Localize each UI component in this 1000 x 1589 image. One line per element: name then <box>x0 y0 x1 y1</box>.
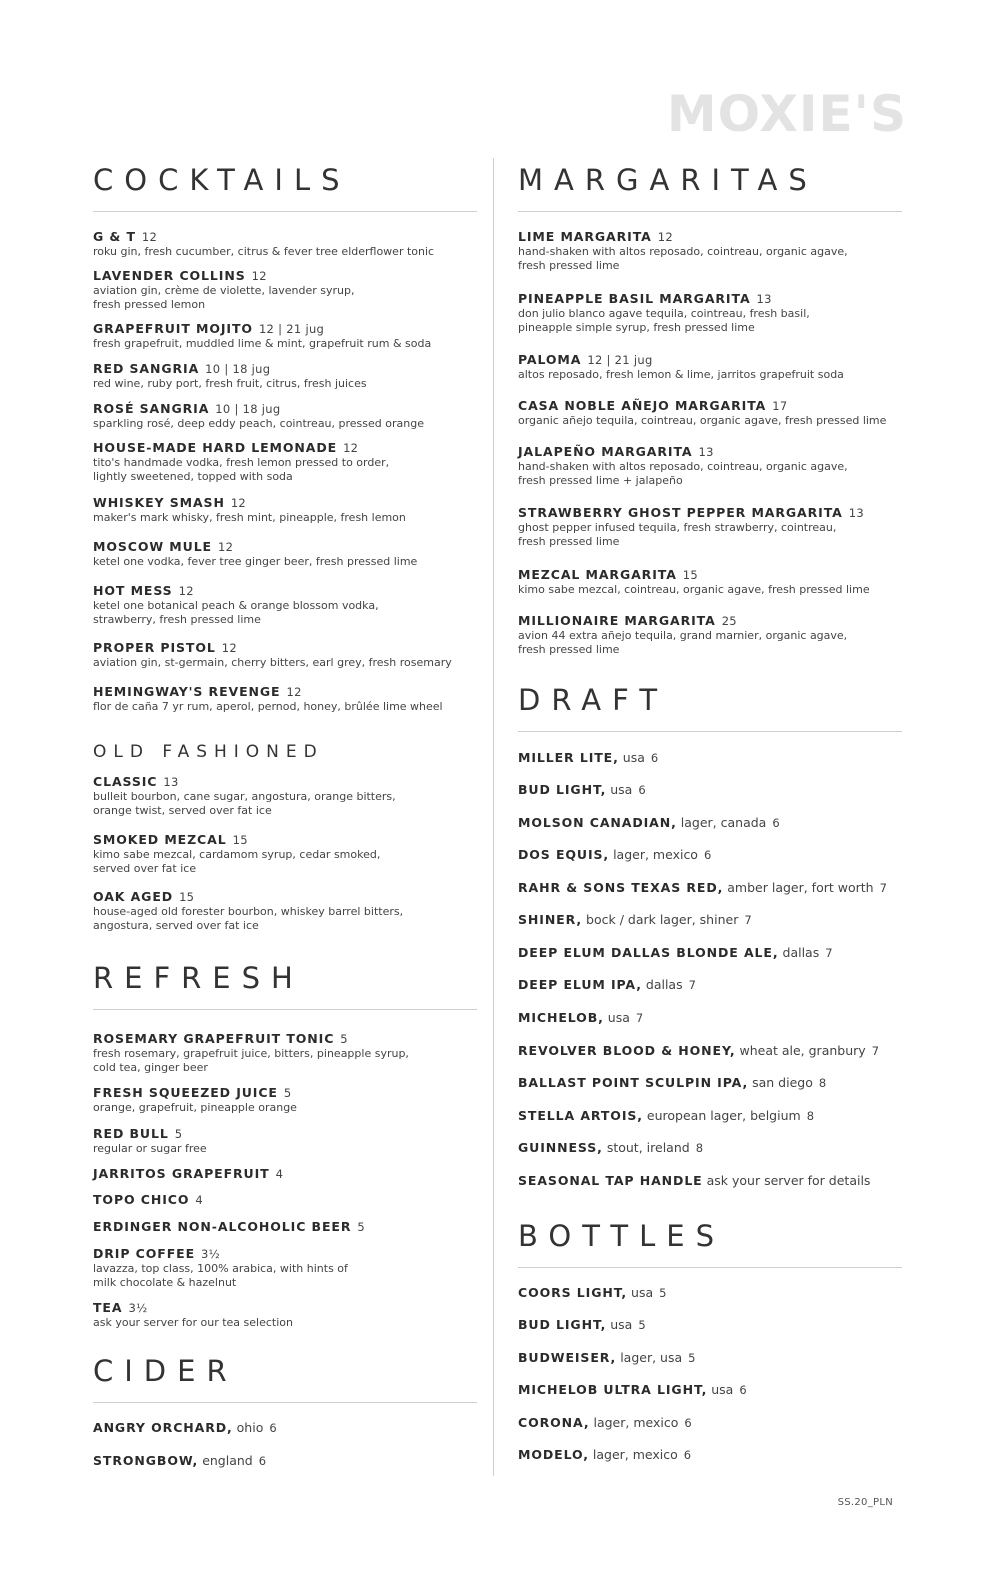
item-description: ask your server for our tea selection <box>93 1316 293 1329</box>
beer-detail: stout, ireland <box>606 1140 690 1155</box>
item-heading <box>518 291 908 307</box>
item-price: 13 <box>163 775 179 789</box>
beer-detail: lager, mexico <box>592 1447 678 1462</box>
section-rule <box>93 1009 477 1010</box>
section-title-cocktails: COCKTAILS <box>93 163 351 197</box>
beer-name: DEEP ELUM IPA, <box>518 977 642 992</box>
item-price: 13 <box>756 292 772 306</box>
beer-detail: wheat ale, granbury <box>739 1043 866 1058</box>
beer-item <box>518 1447 691 1463</box>
beer-detail: lager, usa <box>620 1350 683 1365</box>
item-price: 25 <box>721 614 737 628</box>
section-title-margaritas: MARGARITAS <box>518 163 818 197</box>
beer-item <box>518 1415 692 1431</box>
item-heading <box>93 268 483 284</box>
beer-item <box>518 945 833 961</box>
beer-price: 7 <box>635 1011 644 1025</box>
item-price: 4 <box>275 1167 284 1181</box>
item-heading <box>93 832 483 848</box>
item-price: 15 <box>179 890 195 904</box>
beer-name: STELLA ARTOIS, <box>518 1108 643 1123</box>
item-heading <box>93 539 483 555</box>
menu-item <box>518 505 908 549</box>
beer-item <box>518 1010 643 1026</box>
item-name: LIME MARGARITA <box>518 229 652 244</box>
section-rule <box>93 1402 477 1403</box>
item-name: HOUSE-MADE HARD LEMONADE <box>93 440 338 455</box>
beer-detail: lager, mexico <box>613 847 698 862</box>
item-heading <box>93 1166 483 1182</box>
menu-item <box>518 567 908 597</box>
beer-price: 7 <box>688 978 696 992</box>
item-price: 15 <box>232 833 248 847</box>
item-heading <box>93 1085 483 1101</box>
item-description: ketel one vodka, fever tree ginger beer, fresh pressed lime <box>93 555 418 568</box>
draft-section <box>518 683 902 732</box>
item-name: WHISKEY SMASH <box>93 495 225 510</box>
menu-item <box>518 444 908 488</box>
beer-price: 7 <box>879 881 887 895</box>
menu-item <box>93 1246 483 1290</box>
beer-detail: european lager, belgium <box>646 1108 801 1123</box>
column-divider <box>493 158 494 1476</box>
beer-item <box>518 880 887 896</box>
menu-item <box>93 640 483 670</box>
item-name: DRIP COFFEE <box>93 1246 196 1261</box>
beer-item <box>518 750 658 766</box>
beer-detail: usa <box>622 750 645 765</box>
beer-price: 5 <box>638 1318 646 1332</box>
item-price: 10 | 18 jug <box>205 362 271 376</box>
item-price: 12 | 21 jug <box>587 353 653 367</box>
beer-item <box>93 1420 277 1436</box>
beer-name: MICHELOB, <box>518 1010 604 1025</box>
item-price: 12 <box>218 540 234 554</box>
item-heading <box>93 583 483 599</box>
item-price: 12 <box>343 441 359 455</box>
item-description: hand-shaken with altos reposado, cointreau, organic agave, fresh pressed lime + jalapeño <box>518 460 848 487</box>
beer-detail: dallas <box>645 977 683 992</box>
item-description: altos reposado, fresh lemon & lime, jarritos grapefruit soda <box>518 368 844 381</box>
beer-item <box>93 1453 266 1469</box>
beer-item <box>518 977 696 993</box>
beer-item <box>518 815 780 831</box>
cider-section <box>93 1354 477 1403</box>
item-name: MILLIONAIRE MARGARITA <box>518 613 716 628</box>
menu-item <box>93 1031 483 1075</box>
margaritas-section <box>518 163 902 212</box>
item-description: maker's mark whisky, fresh mint, pineapple, fresh lemon <box>93 511 406 524</box>
item-name: JALAPEÑO MARGARITA <box>518 444 693 459</box>
beer-name: DOS EQUIS, <box>518 847 610 862</box>
item-description: avion 44 extra añejo tequila, grand marnier, organic agave, fresh pressed lime <box>518 629 848 656</box>
item-price: 5 <box>357 1220 365 1234</box>
item-description: aviation gin, crème de violette, lavender syrup, fresh pressed lemon <box>93 284 355 311</box>
beer-detail: england <box>202 1453 253 1468</box>
item-heading <box>93 361 483 377</box>
item-heading <box>93 1219 483 1235</box>
item-description: red wine, ruby port, fresh fruit, citrus, fresh juices <box>93 377 367 390</box>
item-heading <box>518 229 908 245</box>
item-price: 5 <box>340 1032 348 1046</box>
item-name: PINEAPPLE BASIL MARGARITA <box>518 291 751 306</box>
beer-item <box>518 782 646 798</box>
brand-logo: MOXIE'S <box>666 85 907 143</box>
beer-name: REVOLVER BLOOD & HONEY, <box>518 1043 736 1058</box>
item-name: RED BULL <box>93 1126 169 1141</box>
beer-name: GUINNESS, <box>518 1140 603 1155</box>
item-price: 4 <box>195 1193 204 1207</box>
item-heading <box>93 1031 483 1047</box>
beer-price: 5 <box>688 1351 696 1365</box>
beer-price: 6 <box>703 848 712 862</box>
item-name: HOT MESS <box>93 583 173 598</box>
item-heading <box>93 1192 483 1208</box>
item-price: 12 <box>251 269 267 283</box>
item-description: kimo sabe mezcal, cardamom syrup, cedar smoked, served over fat ice <box>93 848 381 875</box>
beer-price: 7 <box>871 1044 880 1058</box>
item-price: 12 <box>141 230 158 244</box>
item-heading <box>93 401 483 417</box>
beer-name: BUD LIGHT, <box>518 782 607 797</box>
item-name: SMOKED MEZCAL <box>93 832 227 847</box>
item-description: kimo sabe mezcal, cointreau, organic agave, fresh pressed lime <box>518 583 870 596</box>
beer-price: 6 <box>258 1454 267 1468</box>
item-description: bulleit bourbon, cane sugar, angostura, orange bitters, orange twist, served over fat ice <box>93 790 396 817</box>
section-title-old-fashioned: OLD FASHIONED <box>93 742 324 762</box>
item-heading <box>518 613 908 629</box>
item-name: ERDINGER NON-ALCOHOLIC BEER <box>93 1219 352 1234</box>
item-price: 3½ <box>201 1247 221 1261</box>
item-description: fresh rosemary, grapefruit juice, bitters, pineapple syrup, cold tea, ginger beer <box>93 1047 409 1074</box>
item-name: STRAWBERRY GHOST PEPPER MARGARITA <box>518 505 843 520</box>
item-name: MOSCOW MULE <box>93 539 213 554</box>
item-name: G & T <box>93 229 136 244</box>
beer-detail: dallas <box>782 945 820 960</box>
beer-detail: usa <box>607 1010 630 1025</box>
item-name: FRESH SQUEEZED JUICE <box>93 1085 278 1100</box>
beer-name: MICHELOB ULTRA LIGHT, <box>518 1382 708 1397</box>
menu-item <box>93 583 483 627</box>
item-description: sparkling rosé, deep eddy peach, cointreau, pressed orange <box>93 417 424 430</box>
item-description: fresh grapefruit, muddled lime & mint, grapefruit rum & soda <box>93 337 432 350</box>
item-heading <box>518 352 908 368</box>
item-name: MEZCAL MARGARITA <box>518 567 677 582</box>
item-price: 12 <box>286 685 302 699</box>
item-price: 5 <box>174 1127 183 1141</box>
beer-item <box>518 1317 646 1333</box>
menu-item <box>93 1085 483 1115</box>
item-heading <box>518 567 908 583</box>
section-rule <box>518 731 902 732</box>
menu-item <box>93 440 483 484</box>
item-description: orange, grapefruit, pineapple orange <box>93 1101 297 1114</box>
item-name: OAK AGED <box>93 889 174 904</box>
beer-name: DEEP ELUM DALLAS BLONDE ALE, <box>518 945 779 960</box>
menu-item <box>93 832 483 876</box>
menu-item <box>93 889 483 933</box>
beer-price: 8 <box>818 1076 827 1090</box>
beer-item <box>518 1350 695 1366</box>
item-price: 12 <box>230 496 247 510</box>
beer-name: MILLER LITE, <box>518 750 619 765</box>
beer-item <box>518 1285 666 1301</box>
item-heading <box>93 774 483 790</box>
item-price: 12 <box>221 641 237 655</box>
item-description: ketel one botanical peach & orange blossom vodka, strawberry, fresh pressed lime <box>93 599 379 626</box>
beer-price: 6 <box>739 1383 747 1397</box>
beer-name: MODELO, <box>518 1447 589 1462</box>
beer-price: 6 <box>684 1416 692 1430</box>
cocktails-section <box>93 163 477 212</box>
section-rule <box>518 1267 902 1268</box>
beer-price: 6 <box>683 1448 692 1462</box>
item-heading <box>93 495 483 511</box>
item-heading <box>93 1246 483 1262</box>
item-description: tito's handmade vodka, fresh lemon pressed to order, lightly sweetened, topped with soda <box>93 456 390 483</box>
beer-name: BALLAST POINT SCULPIN IPA, <box>518 1075 749 1090</box>
item-description: lavazza, top class, 100% arabica, with hints of milk chocolate & hazelnut <box>93 1262 348 1289</box>
menu-item <box>93 268 483 312</box>
item-name: CLASSIC <box>93 774 158 789</box>
item-name: GRAPEFRUIT MOJITO <box>93 321 253 336</box>
item-heading <box>93 684 483 700</box>
refresh-section <box>93 961 477 1010</box>
item-heading <box>518 444 908 460</box>
menu-item <box>93 401 483 431</box>
beer-detail: bock / dark lager, shiner <box>586 912 739 927</box>
beer-name: RAHR & SONS TEXAS RED, <box>518 880 724 895</box>
beer-price: 7 <box>825 946 833 960</box>
beer-item <box>518 1043 879 1059</box>
item-heading <box>93 640 483 656</box>
beer-item <box>518 1108 814 1124</box>
item-name: TOPO CHICO <box>93 1192 190 1207</box>
section-title-bottles: BOTTLES <box>518 1219 726 1253</box>
beer-detail: usa <box>610 1317 633 1332</box>
item-name: ROSEMARY GRAPEFRUIT TONIC <box>93 1031 335 1046</box>
beer-name: SHINER, <box>518 912 583 927</box>
beer-item <box>518 1140 703 1156</box>
beer-detail: amber lager, fort worth <box>727 880 874 895</box>
beer-detail: ohio <box>236 1420 264 1435</box>
beer-price: 6 <box>638 783 646 797</box>
item-name: PALOMA <box>518 352 582 367</box>
footer-code: SS.20_PLN <box>837 1497 893 1508</box>
menu-item <box>93 774 483 818</box>
beer-item <box>518 912 752 928</box>
item-description: house-aged old forester bourbon, whiskey barrel bitters, angostura, served over fat ice <box>93 905 404 932</box>
beer-name: BUD LIGHT, <box>518 1317 607 1332</box>
item-price: 13 <box>698 445 714 459</box>
beer-item <box>518 847 711 863</box>
section-title-refresh: REFRESH <box>93 961 304 995</box>
item-name: PROPER PISTOL <box>93 640 216 655</box>
item-description: ghost pepper infused tequila, fresh strawberry, cointreau, fresh pressed lime <box>518 521 837 548</box>
item-heading <box>518 505 908 521</box>
section-title-cider: CIDER <box>93 1354 238 1388</box>
item-price: 5 <box>283 1086 292 1100</box>
menu-item <box>93 1300 483 1330</box>
menu-item <box>93 361 483 391</box>
beer-name: SEASONAL TAP HANDLE <box>518 1173 703 1188</box>
item-heading <box>518 398 908 414</box>
beer-price: 5 <box>659 1286 667 1300</box>
item-price: 17 <box>772 399 788 413</box>
item-heading <box>93 321 483 337</box>
item-heading <box>93 889 483 905</box>
item-name: CASA NOBLE AÑEJO MARGARITA <box>518 398 767 413</box>
item-name: RED SANGRIA <box>93 361 200 376</box>
item-description: flor de caña 7 yr rum, aperol, pernod, honey, brûlée lime wheel <box>93 700 443 713</box>
old-fashioned-section <box>93 741 477 763</box>
item-price: 15 <box>682 568 699 582</box>
item-name: JARRITOS GRAPEFRUIT <box>93 1166 270 1181</box>
item-name: TEA <box>93 1300 123 1315</box>
item-price: 12 | 21 jug <box>258 322 325 336</box>
item-description: roku gin, fresh cucumber, citrus & fever tree elderflower tonic <box>93 245 435 258</box>
beer-price: 6 <box>772 816 780 830</box>
item-name: LAVENDER COLLINS <box>93 268 246 283</box>
beer-detail: usa <box>610 782 633 797</box>
item-heading <box>93 1300 483 1316</box>
menu-item <box>93 539 483 569</box>
beer-name: BUDWEISER, <box>518 1350 617 1365</box>
menu-item <box>93 1192 483 1208</box>
beer-price: 8 <box>806 1109 815 1123</box>
beer-price: 7 <box>744 913 752 927</box>
section-rule <box>93 211 477 212</box>
section-rule <box>518 211 902 212</box>
menu-item <box>518 398 908 428</box>
menu-item <box>518 291 908 335</box>
menu-item <box>93 229 483 259</box>
beer-item <box>518 1382 747 1398</box>
item-price: 13 <box>848 506 864 520</box>
beer-name: STRONGBOW, <box>93 1453 199 1468</box>
beer-detail: usa <box>631 1285 654 1300</box>
beer-price: 6 <box>269 1421 277 1435</box>
beer-name: CORONA, <box>518 1415 590 1430</box>
item-price: 10 | 18 jug <box>215 402 281 416</box>
menu-item <box>93 495 483 525</box>
beer-name: ANGRY ORCHARD, <box>93 1420 233 1435</box>
beer-detail: ask your server for details <box>706 1173 871 1188</box>
beer-item <box>518 1173 870 1189</box>
item-description: don julio blanco agave tequila, cointreau, fresh basil, pineapple simple syrup, fresh pressed lime <box>518 307 810 334</box>
menu-item <box>93 1126 483 1156</box>
item-name: HEMINGWAY'S REVENGE <box>93 684 281 699</box>
item-price: 12 <box>178 584 194 598</box>
beer-detail: usa <box>711 1382 734 1397</box>
beer-price: 6 <box>650 751 659 765</box>
item-heading <box>93 229 483 245</box>
item-name: ROSÉ SANGRIA <box>93 401 210 416</box>
beer-name: COORS LIGHT, <box>518 1285 628 1300</box>
beer-name: MOLSON CANADIAN, <box>518 815 677 830</box>
item-description: organic añejo tequila, cointreau, organic agave, fresh pressed lime <box>518 414 887 427</box>
item-description: hand-shaken with altos reposado, cointreau, organic agave, fresh pressed lime <box>518 245 848 272</box>
item-description: regular or sugar free <box>93 1142 207 1155</box>
beer-item <box>518 1075 826 1091</box>
bottles-section <box>518 1219 902 1268</box>
menu-item <box>518 229 908 273</box>
beer-price: 8 <box>695 1141 704 1155</box>
menu-item <box>518 352 908 382</box>
menu-item <box>93 684 483 714</box>
beer-detail: lager, mexico <box>593 1415 679 1430</box>
beer-detail: san diego <box>752 1075 813 1090</box>
beer-detail: lager, canada <box>680 815 767 830</box>
section-title-draft: DRAFT <box>518 683 669 717</box>
item-price: 3½ <box>128 1301 148 1315</box>
item-price: 12 <box>657 230 673 244</box>
menu-item <box>518 613 908 657</box>
menu-item <box>93 1166 483 1182</box>
item-heading <box>93 1126 483 1142</box>
item-heading <box>93 440 483 456</box>
item-description: aviation gin, st-germain, cherry bitters, earl grey, fresh rosemary <box>93 656 452 669</box>
menu-item <box>93 1219 483 1235</box>
menu-item <box>93 321 483 351</box>
